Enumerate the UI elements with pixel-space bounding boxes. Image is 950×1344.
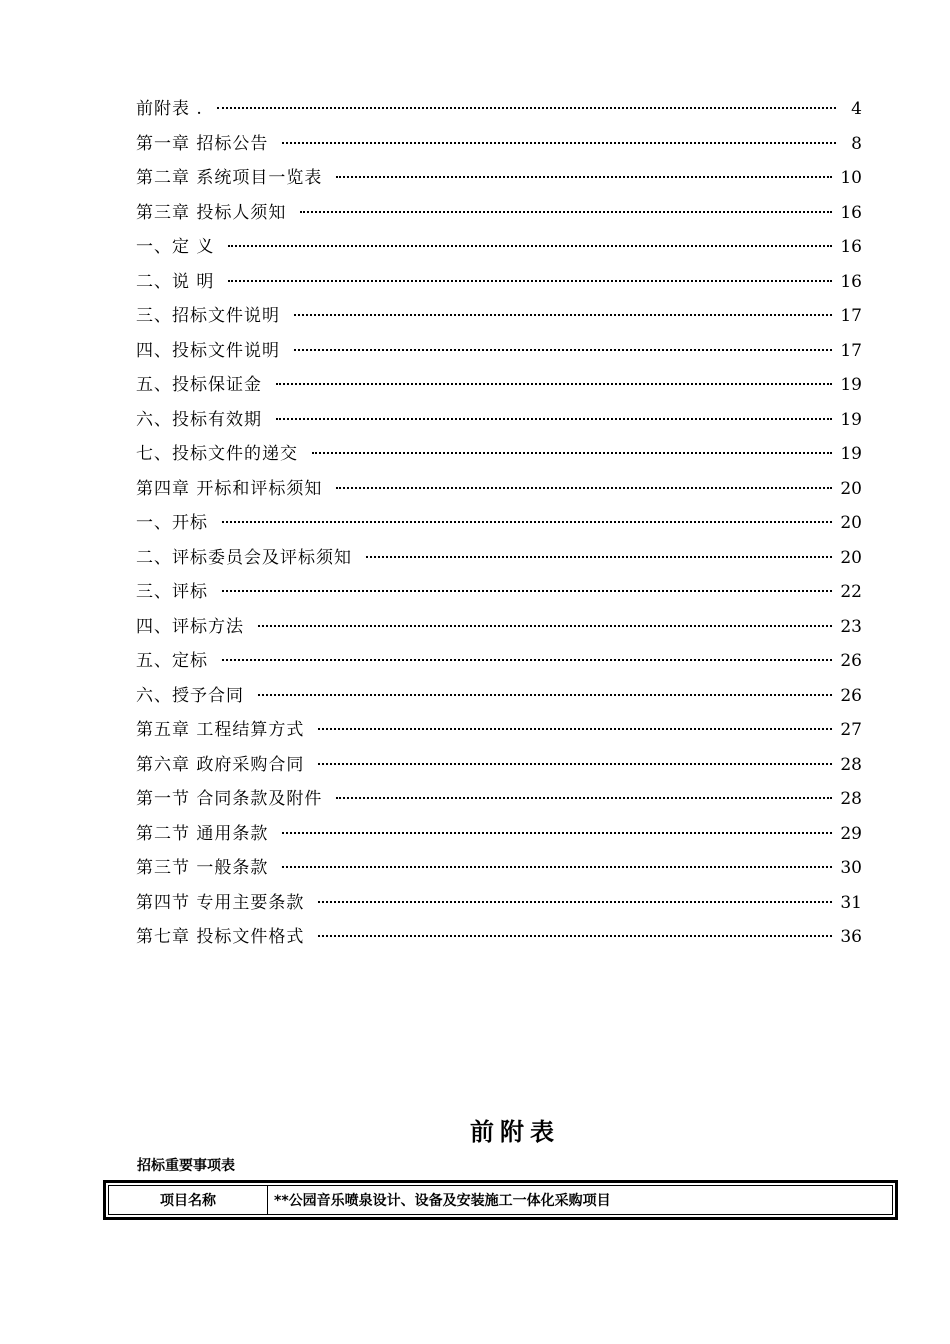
table-row <box>109 1186 893 1215</box>
toc-entry-page: 17 <box>840 340 862 361</box>
toc-entry-page: 4 <box>851 99 862 119</box>
toc-entry-title: 第三章 投标人须知 <box>136 202 287 223</box>
toc-entry-title: 六、授予合同 <box>136 685 244 706</box>
toc-entry[interactable] <box>136 610 862 645</box>
toc-entry[interactable] <box>136 644 862 679</box>
toc-entry[interactable] <box>136 127 862 162</box>
toc-entry-page: 28 <box>840 754 862 775</box>
toc-entry-page: 16 <box>840 271 862 292</box>
toc-entry-page: 26 <box>840 685 862 706</box>
toc-entry-page: 17 <box>840 306 862 326</box>
toc-entry-title: 三、招标文件说明 <box>136 306 280 326</box>
toc-entry[interactable] <box>136 541 862 576</box>
toc-entry-page: 19 <box>840 444 862 464</box>
toc-entry-page: 16 <box>840 237 862 257</box>
key-items-table-frame <box>103 1180 898 1220</box>
toc-entry[interactable] <box>136 230 862 265</box>
toc-leader-dots <box>318 763 832 765</box>
toc-entry-title: 第二节 通用条款 <box>136 823 269 844</box>
toc-entry[interactable] <box>136 92 862 127</box>
toc-entry-title: 五、投标保证金 <box>136 375 262 395</box>
toc-entry-title: 三、评标 <box>136 582 208 602</box>
toc-entry-page: 27 <box>840 720 862 740</box>
toc-entry-page: 23 <box>840 616 862 637</box>
toc-leader-dots <box>217 107 836 109</box>
toc-entry-page: 10 <box>840 168 862 188</box>
toc-entry-title: 二、评标委员会及评标须知 <box>136 547 352 568</box>
section-title: 前附表 <box>470 1118 560 1146</box>
toc-leader-dots <box>222 659 832 661</box>
toc-entry[interactable] <box>136 334 862 369</box>
toc-leader-dots <box>336 797 832 799</box>
toc-leader-dots <box>258 625 832 627</box>
toc-entry-title: 第二章 系统项目一览表 <box>136 168 323 188</box>
toc-leader-dots <box>318 901 832 903</box>
toc-entry[interactable] <box>136 851 862 886</box>
toc-entry-page: 8 <box>851 133 862 154</box>
toc-entry-title: 五、定标 <box>136 651 208 671</box>
toc-entry[interactable] <box>136 920 862 955</box>
toc-leader-dots <box>276 418 832 420</box>
toc-entry-page: 16 <box>840 202 862 223</box>
toc-entry[interactable] <box>136 782 862 817</box>
toc-entry-title: 一、开标 <box>136 513 208 533</box>
toc-entry-title: 四、投标文件说明 <box>136 340 280 361</box>
toc-entry[interactable] <box>136 265 862 300</box>
toc-entry[interactable] <box>136 679 862 714</box>
toc-entry[interactable] <box>136 713 862 748</box>
toc-entry-page: 20 <box>840 513 862 533</box>
toc-entry[interactable] <box>136 368 862 403</box>
toc-entry-page: 19 <box>840 375 862 395</box>
toc-entry-title: 四、评标方法 <box>136 616 244 637</box>
toc-leader-dots <box>222 521 832 523</box>
toc-entry-title: 六、投标有效期 <box>136 409 262 430</box>
toc-leader-dots <box>282 832 832 834</box>
toc-leader-dots <box>258 694 832 696</box>
toc-leader-dots <box>222 590 832 592</box>
table-cell-label: 项目名称 <box>109 1186 268 1215</box>
table-of-contents <box>136 92 862 955</box>
toc-entry-title: 第五章 工程结算方式 <box>136 720 305 740</box>
toc-entry-title: 七、投标文件的递交 <box>136 444 298 464</box>
toc-entry-title: 第一章 招标公告 <box>136 133 269 154</box>
toc-entry-page: 20 <box>840 478 862 499</box>
toc-entry[interactable] <box>136 472 862 507</box>
toc-entry-title: 二、说 明 <box>136 271 215 292</box>
toc-entry-page: 19 <box>840 409 862 430</box>
toc-entry-title: 第四章 开标和评标须知 <box>136 478 323 499</box>
toc-leader-dots <box>300 211 832 213</box>
toc-entry-title: 前附表 . <box>136 99 203 119</box>
table-caption: 招标重要事项表 <box>137 1158 235 1174</box>
toc-leader-dots <box>228 245 832 247</box>
toc-leader-dots <box>318 728 832 730</box>
table-cell-value: **公园音乐喷泉设计、设备及安装施工一体化采购项目 <box>268 1186 893 1215</box>
toc-entry-title: 第三节 一般条款 <box>136 858 269 878</box>
key-items-table <box>108 1185 893 1215</box>
toc-entry-title: 第一节 合同条款及附件 <box>136 789 323 809</box>
toc-leader-dots <box>366 556 832 558</box>
toc-entry[interactable] <box>136 575 862 610</box>
toc-entry-page: 31 <box>840 892 862 913</box>
toc-entry-page: 20 <box>840 547 862 568</box>
toc-entry[interactable] <box>136 748 862 783</box>
toc-leader-dots <box>294 314 832 316</box>
toc-entry[interactable] <box>136 506 862 541</box>
toc-leader-dots <box>282 142 836 144</box>
toc-entry-title: 第六章 政府采购合同 <box>136 754 305 775</box>
toc-leader-dots <box>276 383 832 385</box>
toc-leader-dots <box>282 866 832 868</box>
toc-entry-page: 30 <box>840 858 862 878</box>
toc-leader-dots <box>318 935 832 937</box>
toc-entry[interactable] <box>136 403 862 438</box>
toc-entry[interactable] <box>136 299 862 334</box>
toc-entry-title: 一、定 义 <box>136 237 215 257</box>
toc-entry-page: 29 <box>840 823 862 844</box>
toc-entry-title: 第四节 专用主要条款 <box>136 892 305 913</box>
toc-entry-page: 36 <box>840 927 862 947</box>
toc-entry[interactable] <box>136 161 862 196</box>
toc-leader-dots <box>312 452 832 454</box>
toc-leader-dots <box>228 280 832 282</box>
toc-entry-title: 第七章 投标文件格式 <box>136 927 305 947</box>
toc-leader-dots <box>294 349 832 351</box>
toc-entry[interactable] <box>136 437 862 472</box>
toc-leader-dots <box>336 176 832 178</box>
toc-entry[interactable] <box>136 196 862 231</box>
toc-entry-page: 28 <box>840 789 862 809</box>
toc-entry[interactable] <box>136 886 862 921</box>
toc-entry-page: 22 <box>840 582 862 602</box>
toc-leader-dots <box>336 487 832 489</box>
toc-entry[interactable] <box>136 817 862 852</box>
toc-entry-page: 26 <box>840 651 862 671</box>
